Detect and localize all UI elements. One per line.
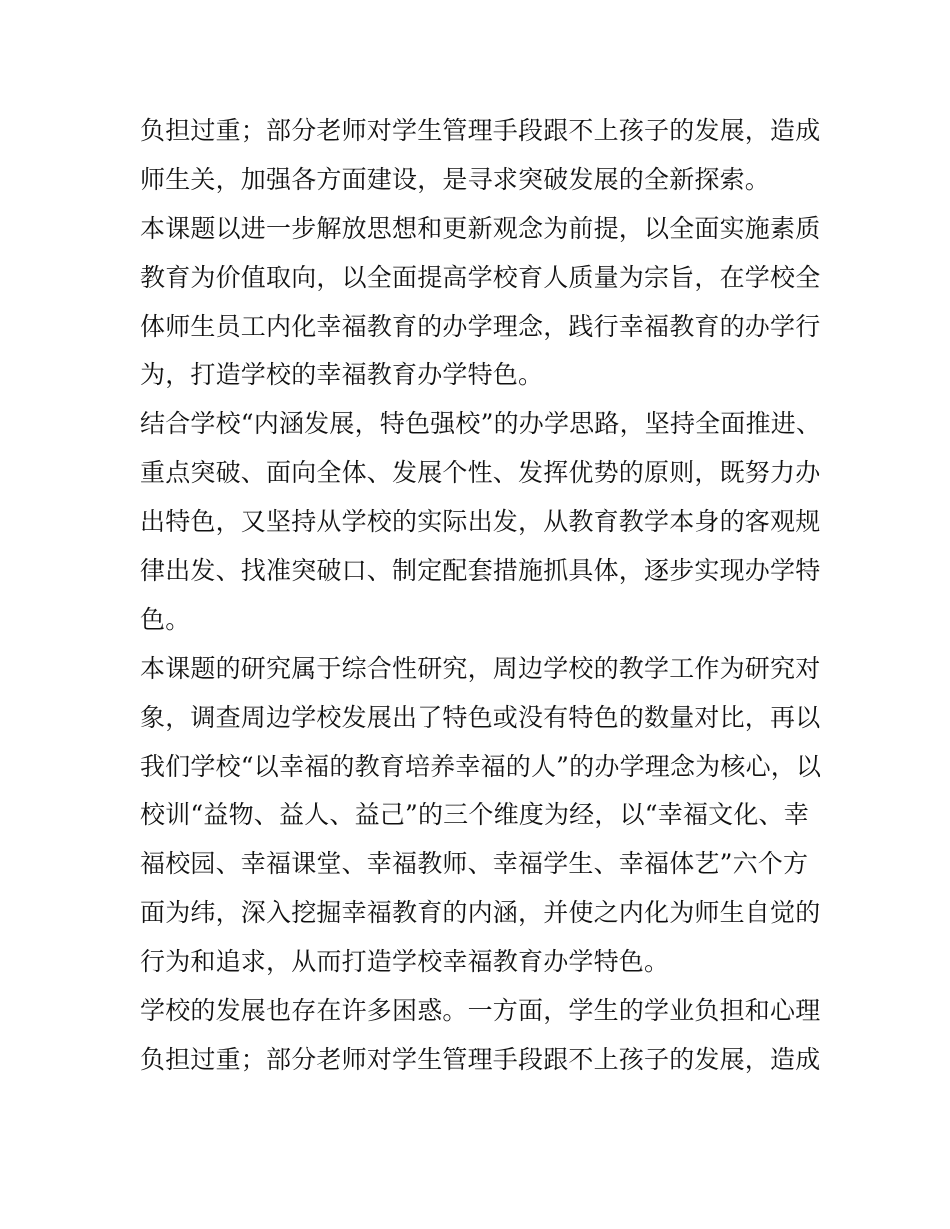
text-line: 学校的发展也存在许多困惑。一方面，学生的学业负担和心理 (140, 996, 821, 1026)
text-line: 教育为价值取向，以全面提高学校育人质量为宗旨，在学校全 (140, 262, 821, 292)
text-line: 福校园、幸福课堂、幸福教师、幸福学生、幸福体艺”六个方 (140, 849, 809, 879)
text-line: 出特色，又坚持从学校的实际出发，从教育教学本身的客观规 (140, 507, 821, 537)
text-line: 负担过重；部分老师对学生管理手段跟不上孩子的发展，造成 (140, 116, 821, 145)
text-line: 为，打造学校的幸福教育办学特色。 (140, 360, 544, 390)
text-line: 师生关，加强各方面建设，是寻求突破发展的全新探索。 (140, 164, 771, 194)
text-line: 色。 (140, 604, 191, 634)
text-line: 面为纬，深入挖掘幸福教育的内涵，并使之内化为师生自觉的 (140, 898, 821, 928)
text-line: 本课题的研究属于综合性研究，周边学校的教学工作为研究对 (140, 653, 821, 683)
text-line: 象，调查周边学校发展出了特色或没有特色的数量对比，再以 (140, 702, 821, 732)
text-line: 体师生员工内化幸福教育的办学理念，践行幸福教育的办学行 (140, 311, 821, 341)
document-body (140, 107, 820, 1085)
text-line: 负担过重；部分老师对学生管理手段跟不上孩子的发展，造成 (140, 1044, 821, 1074)
text-line: 校训“益物、益人、益己”的三个维度为经，以“幸福文化、幸 (140, 800, 809, 830)
text-line: 结合学校“内涵发展，特色强校”的办学思路，坚持全面推进、 (140, 409, 822, 439)
text-line: 律出发、找准突破口、制定配套措施抓具体，逐步实现办学特 (140, 556, 821, 586)
text-line: 重点突破、面向全体、发展个性、发挥优势的原则，既努力办 (140, 458, 821, 488)
text-line: 行为和追求，从而打造学校幸福教育办学特色。 (140, 947, 670, 977)
text-line: 我们学校“以幸福的教育培养幸福的人”的办学理念为核心，以 (140, 751, 822, 781)
text-line: 本课题以进一步解放思想和更新观念为前提，以全面实施素质 (140, 213, 821, 243)
